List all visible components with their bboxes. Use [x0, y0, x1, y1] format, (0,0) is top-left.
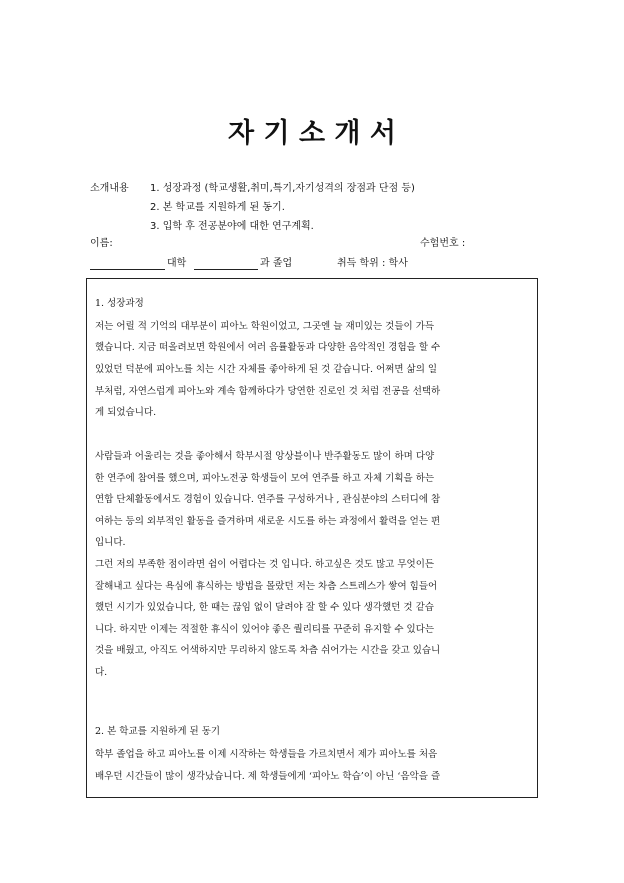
- essay-line: 니다. 하지만 이제는 적절한 휴식이 있어야 좋은 퀄리티를 꾸준히 유지할 수 있다는: [95, 624, 435, 635]
- essay-line: 한 연주에 참여를 했으며, 피아노전공 학생들이 모여 연주를 하고 자체 기획을 하는: [95, 473, 435, 484]
- intro-label: 소개내용: [90, 183, 129, 194]
- intro-item-3: 3. 입학 후 전공분야에 대한 연구계획.: [150, 221, 314, 232]
- essay-line: 했던 시기가 있었습니다, 한 때는 끊임 없이 달려야 잘 할 수 있다 생각했던 것 같습: [95, 602, 434, 613]
- essay-line: 했습니다. 지금 떠올려보면 학원에서 여러 음률활동과 다양한 음악적인 경험을 할 수: [95, 342, 441, 353]
- essay-line: 게 되었습니다.: [95, 407, 157, 418]
- essay-line: 사람들과 어울리는 것을 좋아해서 학부시절 앙상블이나 반주활동도 많이 하며 다양: [95, 451, 435, 462]
- essay-line: 여하는 등의 외부적인 활동을 즐겨하며 새로운 시도를 하는 과정에서 활력을 얻는 편: [95, 516, 441, 527]
- intro-item-2: 2. 본 학교를 지원하게 된 동기.: [150, 202, 285, 213]
- essay-line: 연합 단체활동에서도 경험이 있습니다. 연주를 구성하거나 , 관심분야의 스터디에 참: [95, 494, 441, 505]
- department-suffix: 과 졸업: [260, 258, 293, 269]
- essay-line: 그런 저의 부족한 점이라면 쉼이 어렵다는 것 입니다. 하고싶은 것도 많고 무엇이든: [95, 559, 435, 570]
- university-blank: [90, 269, 165, 270]
- essay-line: 저는 어릴 적 기억의 대부분이 피아노 학원이었고, 그곳엔 늘 재미있는 것들이 가득: [95, 321, 435, 332]
- essay-line: 다.: [95, 667, 108, 678]
- essay-line: 있었던 덕분에 피아노를 치는 시간 자체를 좋아하게 된 것 같습니다. 어쩌면 삶의 일: [95, 364, 438, 375]
- essay-line: 것을 배웠고, 아직도 어색하지만 무리하지 않도록 차츰 쉬어가는 시간을 갖고 있습니: [95, 645, 441, 656]
- section-1-heading: 1. 성장과정: [95, 298, 144, 309]
- exam-number-label: 수험번호 :: [420, 238, 466, 249]
- essay-line: 입니다.: [95, 537, 126, 548]
- intro-item-1: 1. 성장과정 (학교생활,취미,특기,자기성격의 장점과 단점 등): [150, 183, 415, 194]
- essay-box: [86, 278, 538, 798]
- essay-line: 부처럼, 자연스럽게 피아노와 계속 함께하다가 당연한 진로인 것 처럼 전공을 선택하: [95, 386, 441, 397]
- university-suffix: 대학: [167, 258, 187, 269]
- name-row: [90, 237, 540, 251]
- essay-line: 배우던 시간들이 많이 생각났습니다. 제 학생들에게 ‘피아노 학습’이 아닌 ‘음악을 즐: [95, 771, 441, 782]
- education-row: [90, 257, 540, 271]
- name-label: 이름:: [90, 238, 113, 249]
- document-title: 자 기 소 개 서: [227, 118, 396, 149]
- essay-line: 학부 졸업을 하고 피아노를 이제 시작하는 학생들을 가르치면서 제가 피아노를 처음: [95, 749, 438, 760]
- degree-text: 취득 학위 : 학사: [337, 258, 408, 269]
- department-blank: [194, 269, 258, 270]
- section-2-heading: 2. 본 학교를 지원하게 된 동기: [95, 726, 221, 737]
- essay-line: 잘해내고 싶다는 욕심에 휴식하는 방법을 몰랐던 저는 차츰 스트레스가 쌓여 힘들어: [95, 581, 438, 592]
